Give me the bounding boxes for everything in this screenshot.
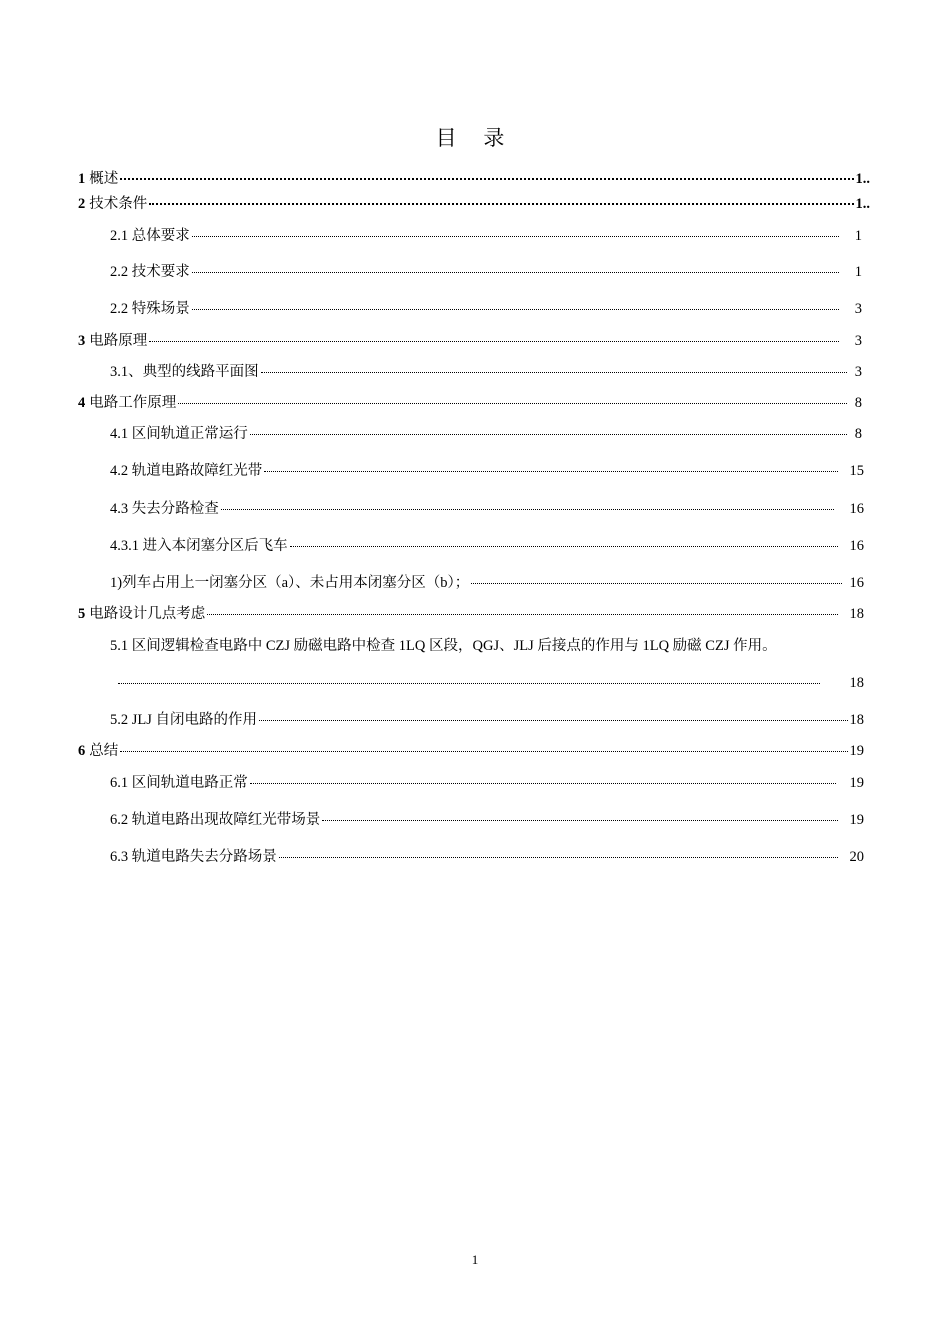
toc-entry[interactable] bbox=[110, 537, 864, 555]
toc-entry-label: 6.2 轨道电路出现故障红光带场景 bbox=[110, 812, 321, 828]
toc-entry-label: 电路工作原理 bbox=[89, 395, 177, 411]
toc-leader bbox=[322, 820, 837, 821]
toc-entry[interactable] bbox=[110, 500, 864, 518]
toc-entry-number: 2 bbox=[78, 196, 86, 212]
toc-entry-label: 概述 bbox=[89, 171, 119, 187]
toc-leader bbox=[120, 178, 853, 180]
toc-entry-page: 16 bbox=[849, 538, 864, 554]
toc-entry[interactable] bbox=[110, 711, 864, 729]
toc-entry-label: 5.2 JLJ 自闭电路的作用 bbox=[110, 712, 258, 728]
toc-entry-page: 1 bbox=[854, 264, 862, 280]
toc-entry-page: 3 bbox=[854, 333, 862, 349]
toc-entry-label: 6.1 区间轨道电路正常 bbox=[110, 775, 248, 791]
toc-leader bbox=[178, 403, 847, 404]
toc-leader bbox=[118, 683, 820, 684]
toc-entry-page: 1.. bbox=[855, 171, 870, 187]
toc-entry-page: 18 bbox=[849, 675, 864, 691]
toc-entry-number: 1 bbox=[78, 171, 86, 187]
toc-entry-page: 16 bbox=[849, 501, 864, 517]
toc-leader bbox=[290, 546, 838, 547]
toc-entry-page: 18 bbox=[849, 712, 864, 728]
toc-entry-label: 4.2 轨道电路故障红光带 bbox=[110, 463, 263, 479]
toc-entry-page: 3 bbox=[854, 364, 862, 380]
toc-entry-label: 4.3 失去分路检查 bbox=[110, 501, 219, 517]
toc-entry[interactable] bbox=[78, 742, 864, 760]
toc-entry-page: 19 bbox=[849, 743, 864, 759]
toc-leader bbox=[221, 509, 834, 510]
toc-entry-label: 2.2 特殊场景 bbox=[110, 301, 190, 317]
toc-entry-page: 15 bbox=[849, 463, 864, 479]
toc-leader bbox=[264, 471, 837, 472]
toc-entry[interactable] bbox=[110, 848, 864, 866]
toc-leader bbox=[120, 751, 847, 752]
toc-entry-page: 3 bbox=[854, 301, 862, 317]
toc-leader bbox=[250, 434, 847, 435]
page-number: 1 bbox=[471, 1252, 479, 1267]
toc-entry[interactable] bbox=[78, 332, 862, 350]
toc-entry-page: 20 bbox=[849, 849, 864, 865]
toc-leader bbox=[259, 720, 847, 721]
toc-entry[interactable] bbox=[110, 462, 864, 480]
toc-title: 目 录 bbox=[435, 126, 515, 150]
toc-entry-number: 4 bbox=[78, 395, 86, 411]
toc-entry-label: 4.3.1 进入本闭塞分区后飞车 bbox=[110, 538, 288, 554]
toc-leader bbox=[279, 857, 838, 858]
toc-entry-page: 19 bbox=[849, 812, 864, 828]
toc-entry-page: 1 bbox=[854, 228, 862, 244]
toc-entry[interactable] bbox=[110, 574, 864, 592]
toc-entry-label: 电路设计几点考虑 bbox=[89, 606, 206, 622]
toc-entry[interactable] bbox=[78, 605, 864, 623]
toc-leader bbox=[192, 272, 839, 273]
toc-leader bbox=[471, 583, 841, 584]
toc-leader bbox=[149, 203, 853, 205]
toc-entry-label: 5.1 区间逻辑检查电路中 CZJ 励磁电路中检查 1LQ 区段，QGJ、JLJ 后接点的作用与 1LQ 励磁 CZJ 作用。 bbox=[110, 638, 777, 654]
toc-entry-label: 2.2 技术要求 bbox=[110, 264, 190, 280]
toc-leader bbox=[207, 614, 837, 615]
toc-entry-page: 8 bbox=[854, 426, 862, 442]
toc-entry[interactable] bbox=[110, 811, 864, 829]
toc-entry-number: 3 bbox=[78, 333, 86, 349]
toc-entry-label: 3.1、典型的线路平面图 bbox=[110, 364, 259, 380]
toc-entry[interactable] bbox=[78, 394, 862, 412]
toc-entry-label: 4.1 区间轨道正常运行 bbox=[110, 426, 248, 442]
toc-entry[interactable] bbox=[116, 674, 864, 692]
toc-leader bbox=[250, 783, 836, 784]
toc-entry[interactable] bbox=[78, 195, 870, 213]
toc-entry-page: 8 bbox=[854, 395, 862, 411]
toc-leader bbox=[149, 341, 839, 342]
toc-entry[interactable] bbox=[110, 227, 862, 245]
toc-entry[interactable] bbox=[110, 425, 862, 443]
toc-entry-label: 6.3 轨道电路失去分路场景 bbox=[110, 849, 277, 865]
toc-entry-page: 1.. bbox=[855, 196, 870, 212]
toc-entry-number: 5 bbox=[78, 606, 86, 622]
toc-entry[interactable] bbox=[110, 774, 864, 792]
toc-entry[interactable] bbox=[110, 300, 862, 318]
toc-entry-page: 19 bbox=[849, 775, 864, 791]
toc-entry-page: 16 bbox=[849, 575, 864, 591]
toc-entry-label: 1)列车占用上一闭塞分区（a）、未占用本闭塞分区（b）； bbox=[110, 575, 470, 591]
toc-entry-label: 电路原理 bbox=[89, 333, 148, 349]
toc-entry-label: 2.1 总体要求 bbox=[110, 228, 190, 244]
toc-leader bbox=[192, 236, 839, 237]
toc-leader bbox=[261, 372, 847, 373]
toc-entry[interactable] bbox=[110, 637, 895, 655]
toc-entry[interactable] bbox=[110, 263, 862, 281]
toc-leader bbox=[192, 309, 839, 310]
toc-entry-label: 总结 bbox=[89, 743, 119, 759]
toc-entry[interactable] bbox=[110, 363, 862, 381]
toc-entry-label: 技术条件 bbox=[89, 196, 148, 212]
toc-entry-number: 6 bbox=[78, 743, 86, 759]
toc-entry-page: 18 bbox=[849, 606, 864, 622]
toc-entry[interactable] bbox=[78, 170, 870, 188]
